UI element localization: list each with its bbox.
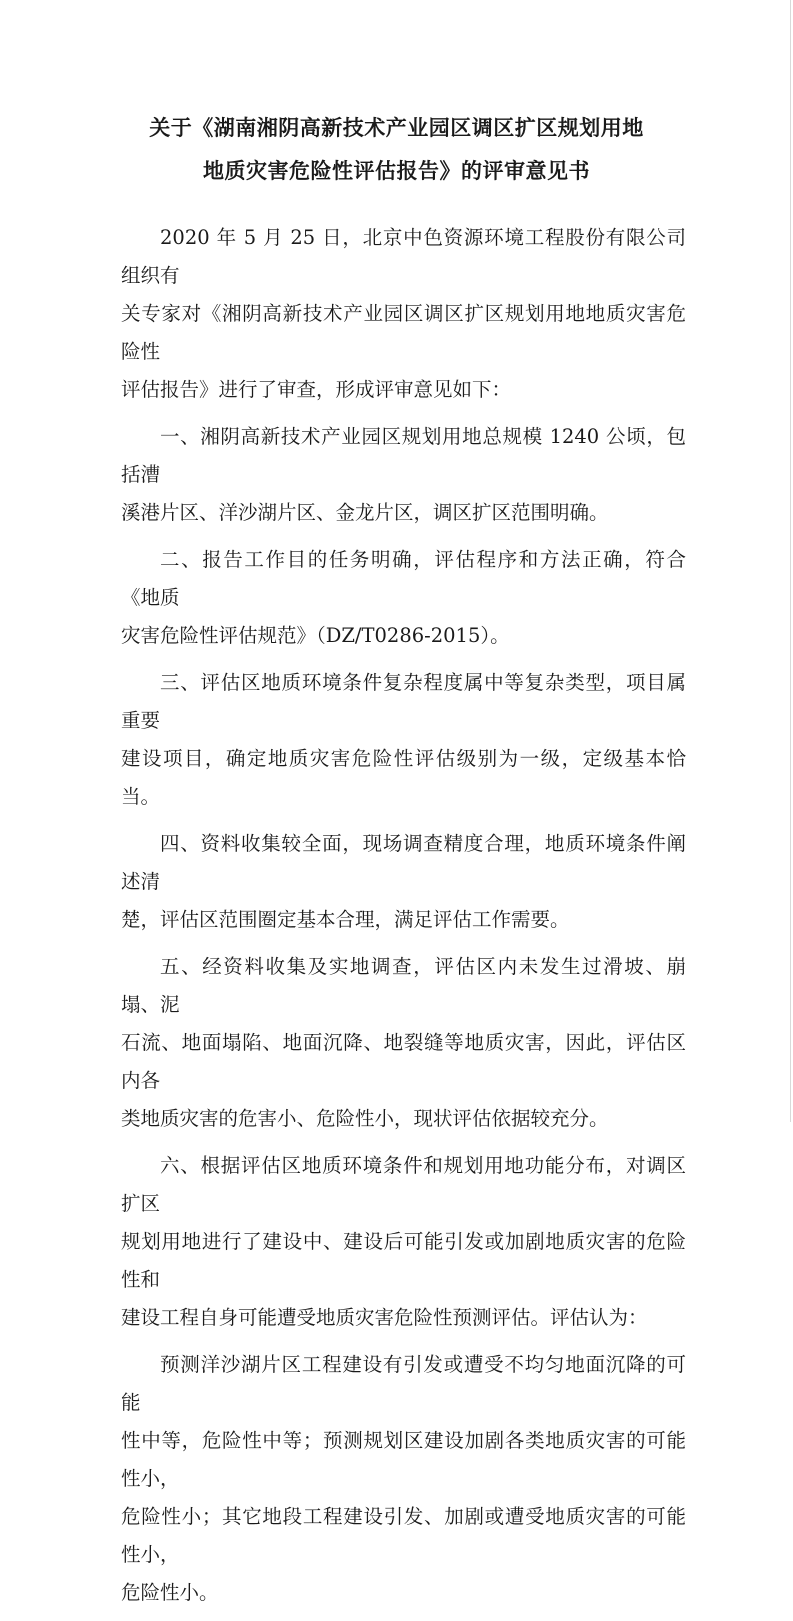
paragraph-line: 建设项目，确定地质灾害危险性评估级别为一级，定级基本恰当。 [121,747,686,808]
paragraph-line: 二、报告工作目的任务明确，评估程序和方法正确，符合《地质 [121,548,686,609]
paragraph-item-1 [121,418,686,532]
paragraph-line: 六、根据评估区地质环境条件和规划用地功能分布，对调区扩区 [121,1154,686,1215]
paragraph-line: 类地质灾害的危害小、危险性小，现状评估依据较充分。 [121,1107,609,1130]
paragraph-line: 石流、地面塌陷、地面沉降、地裂缝等地质灾害，因此，评估区内各 [121,1031,686,1092]
paragraph-line: 灾害危险性评估规范》（DZ/T0286-2015）。 [121,624,510,647]
paragraph-line: 五、经资料收集及实地调查，评估区内未发生过滑坡、崩塌、泥 [121,955,686,1016]
paragraph-item-2 [121,541,686,655]
paragraph-intro [121,219,686,409]
paragraph-line: 溪港片区、洋沙湖片区、金龙片区，调区扩区范围明确。 [121,501,609,524]
paragraph-line: 关专家对《湘阴高新技术产业园区调区扩区规划用地地质灾害危险性 [121,302,686,363]
paragraph-line: 评估报告》进行了审查，形成评审意见如下： [121,378,512,401]
paragraph-line: 危险性小。 [121,1581,219,1604]
paragraph-line: 建设工程自身可能遭受地质灾害危险性预测评估。评估认为： [121,1306,648,1329]
document-body [121,219,686,1621]
paragraph-item-3 [121,664,686,816]
paragraph-item-5 [121,948,686,1138]
paragraph-item-6 [121,1147,686,1337]
paragraph-line: 一、湘阴高新技术产业园区规划用地总规模 1240 公顷，包括漕 [121,425,686,486]
document-title-line-1: 关于《湖南湘阴高新技术产业园区调区扩区规划用地 [149,115,644,140]
paragraph-line: 三、评估区地质环境条件复杂程度属中等复杂类型，项目属重要 [121,671,686,732]
paragraph-line: 规划用地进行了建设中、建设后可能引发或加剧地质灾害的危险性和 [121,1230,686,1291]
paragraph-line: 危险性小；其它地段工程建设引发、加剧或遭受地质灾害的可能性小， [121,1505,686,1566]
paragraph-conclusion [121,1346,686,1612]
paragraph-line: 预测洋沙湖片区工程建设有引发或遭受不均匀地面沉降的可能 [121,1353,686,1414]
paragraph-item-4 [121,825,686,939]
paragraph-line: 楚，评估区范围圈定基本合理，满足评估工作需要。 [121,908,570,931]
paragraph-line: 2020 年 5 月 25 日，北京中色资源环境工程股份有限公司组织有 [121,226,686,287]
paragraph-line: 性中等，危险性中等；预测规划区建设加剧各类地质灾害的可能性小， [121,1429,686,1490]
document-title-line-2: 地质灾害危险性评估报告》的评审意见书 [203,158,590,183]
paragraph-line: 四、资料收集较全面，现场调查精度合理，地质环境条件阐述清 [121,832,686,893]
scan-edge-divider [790,0,791,1122]
